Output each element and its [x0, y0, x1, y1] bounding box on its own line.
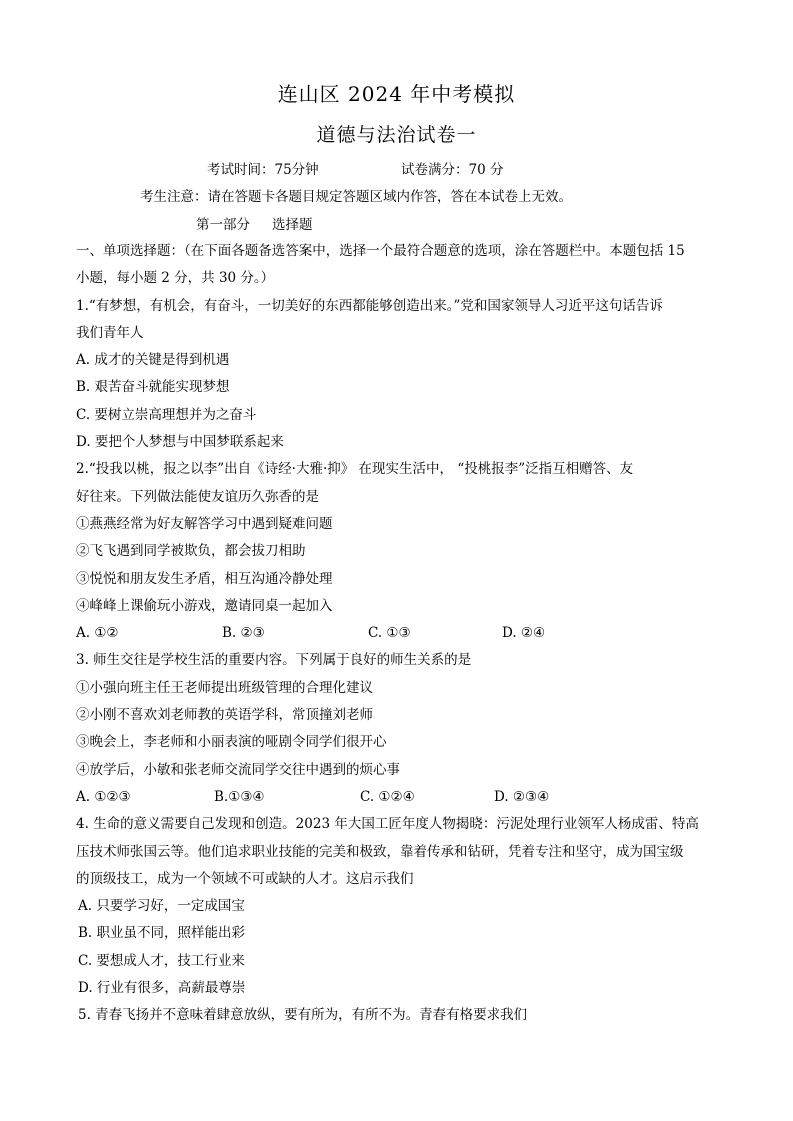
full-score: 试卷满分：70 分	[401, 162, 504, 178]
question-3-stem: 3. 师生交往是学校生活的重要内容。下列属于良好的师生关系的是	[76, 652, 472, 669]
question-4-stem-cont-2: 的顶级技工，成为一个领域不可或缺的人才。这启示我们	[76, 870, 414, 887]
question-4-option-a: A. 只要学习好，一定成国宝	[78, 898, 245, 915]
question-2-statement-1: ①燕燕经常为好友解答学习中遇到疑难问题	[76, 515, 333, 532]
question-2-stem: 2.“投我以桃，报之以李”出自《诗经·大雅·抑》 在现实生活中， “投桃报李”泛指互相赠答、友	[76, 461, 634, 478]
section-instruction: 一、单项选择题：（在下面各题备选答案中，选择一个最符合题意的选项，涂在答题栏中。本题包括 15	[76, 243, 685, 259]
part-label: 第一部分	[196, 217, 250, 233]
question-2-choice-a: A. ①②	[76, 625, 119, 642]
question-4-option-d: D. 行业有很多，高薪最尊崇	[78, 980, 246, 997]
question-2-choice-c: C. ①③	[368, 625, 411, 642]
question-2-statement-3: ③悦悦和朋友发生矛盾，相互沟通冷静处理	[76, 570, 333, 587]
question-1-option-a: A. 成才的关键是得到机遇	[76, 352, 230, 369]
question-2-choice-b: B. ②③	[222, 625, 265, 642]
question-1-option-c: C. 要树立崇高理想并为之奋斗	[76, 406, 257, 423]
question-3-choice-b: B.①③④	[214, 788, 265, 805]
questions-body	[76, 238, 722, 1030]
question-3-statement-4: ④放学后，小敏和张老师交流同学交往中遇到的烦心事	[76, 761, 400, 778]
question-1-stem: 1.“有梦想，有机会，有奋斗，一切美好的东西都能够创造出来。”党和国家领导人习近平这句话告诉	[76, 297, 663, 314]
question-4-option-c: C. 要想成人才，技工行业来	[78, 952, 245, 969]
question-3-statement-2: ②小刚不喜欢刘老师教的英语学科，常顶撞刘老师	[76, 707, 373, 724]
question-3-choice-c: C. ①②④	[360, 788, 415, 805]
section-instruction-cont: 小题，每小题 2 分，共 30 分。）	[76, 270, 275, 287]
question-1-stem-cont: 我们青年人	[76, 324, 144, 341]
question-5-stem: 5. 青春飞扬并不意味着肆意放纵，要有所为，有所不为。青春有格要求我们	[78, 1007, 528, 1024]
exam-subtitle: 道德与法治试卷一	[316, 124, 477, 146]
question-3-choice-a: A. ①②③	[76, 788, 131, 805]
question-2-choice-d: D. ②④	[502, 625, 546, 642]
exam-title: 连山区 2024 年中考模拟	[277, 82, 516, 106]
candidate-notice: 考生注意：请在答题卡各题目规定答题区域内作答，答在本试卷上无效。	[140, 189, 572, 205]
question-3-statement-1: ①小强向班主任王老师提出班级管理的合理化建议	[76, 679, 373, 696]
question-1-option-d: D. 要把个人梦想与中国梦联系起来	[76, 434, 284, 451]
question-3-statement-3: ③晚会上，李老师和小丽表演的哑剧令同学们很开心	[76, 734, 387, 751]
question-1-option-b: B. 艰苦奋斗就能实现梦想	[76, 379, 230, 396]
part-name: 选择题	[272, 217, 313, 233]
question-2-choices	[76, 620, 722, 647]
question-3-choice-d: D. ②③④	[494, 788, 550, 805]
question-3-choices	[76, 784, 722, 811]
question-2-statement-2: ②飞飞遇到同学被欺负，都会拔刀相助	[76, 543, 306, 560]
question-2-statement-4: ④峰峰上课偷玩小游戏，邀请同桌一起加入	[76, 597, 333, 614]
question-4-option-b: B. 职业虽不同，照样能出彩	[78, 925, 246, 942]
question-4-stem: 4. 生命的意义需要自己发现和创造。2023 年大国工匠年度人物揭晓：污泥处理行业领军人杨成雷、特高	[76, 816, 699, 833]
exam-time: 考试时间：75分钟	[207, 162, 319, 178]
question-2-stem-cont: 好往来。下列做法能使友谊历久弥香的是	[76, 488, 319, 505]
question-4-stem-cont: 压技术师张国云等。他们追求职业技能的完美和极致，靠着传承和钻研，凭着专注和坚守，成为国宝级	[76, 843, 684, 860]
part-heading	[196, 213, 335, 233]
